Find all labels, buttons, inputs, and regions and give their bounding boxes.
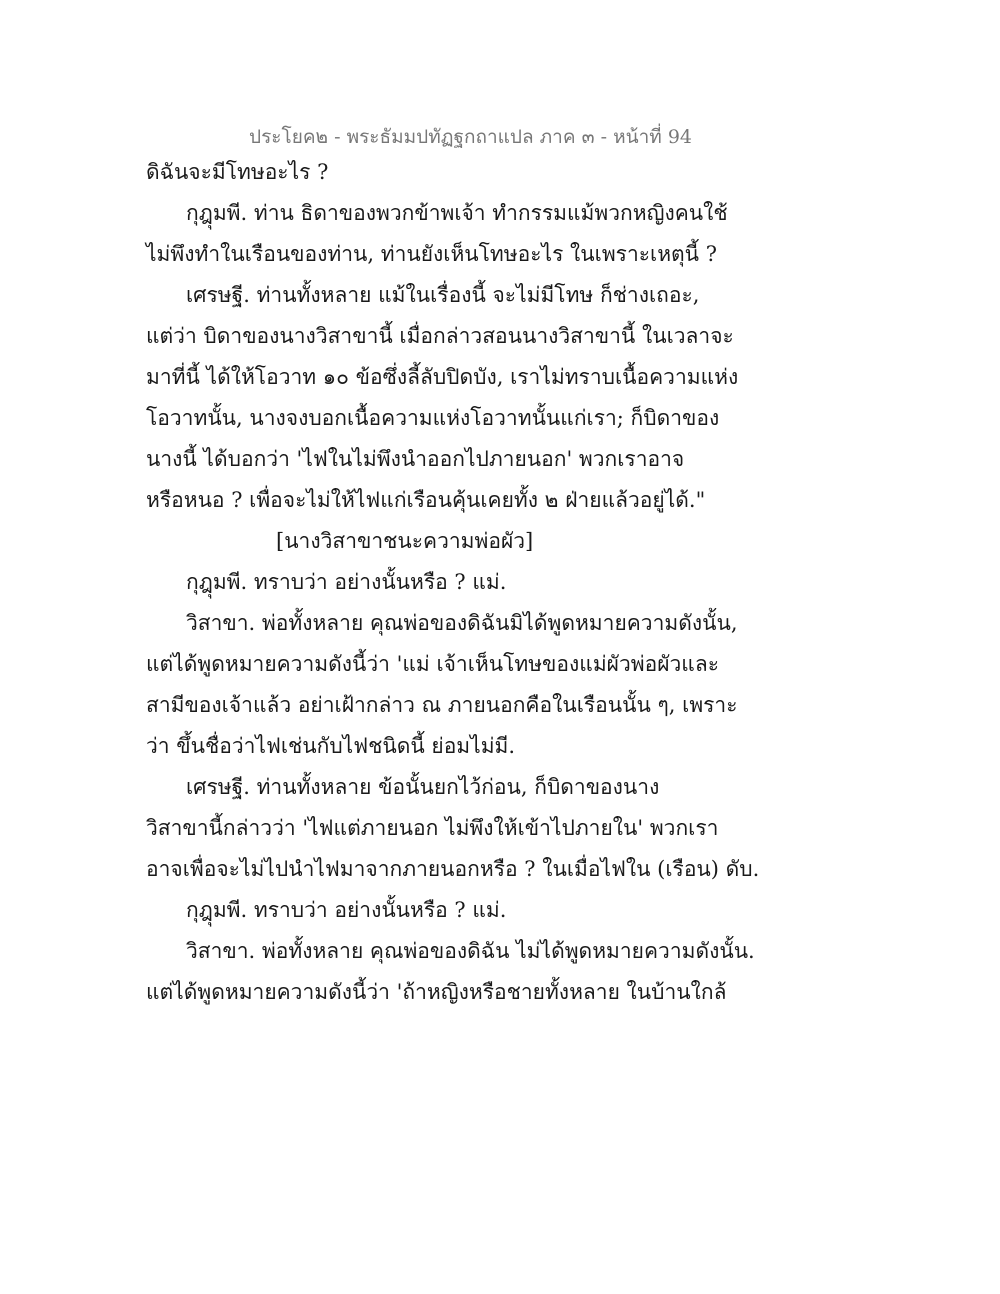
text-line: นางนี้ ได้บอกว่า 'ไฟในไม่พึงนำออกไปภายนอก' พวกเราอาจ [146,447,685,471]
text-line: กุฎุมพี. ทราบว่า อย่างนั้นหรือ ? แม่. [186,570,507,594]
text-line: กุฎุมพี. ท่าน ธิดาของพวกข้าพเจ้า ทำกรรมแม้พวกหญิงคนใช้ [186,201,728,225]
text-line: สามีของเจ้าแล้ว อย่าเฝ้ากล่าว ณ ภายนอกคือในเรือนนั้น ๆ, เพราะ [146,693,738,717]
text-line: ว่า ขึ้นชื่อว่าไฟเช่นกับไฟชนิดนี้ ย่อมไม่มี. [146,734,516,758]
text-line: หรือหนอ ? เพื่อจะไม่ให้ไฟแก่เรือนคุ้นเคยทั้ง ๒ ฝ่ายแล้วอยู่ได้." [146,488,706,512]
text-line: ไม่พึงทำในเรือนของท่าน, ท่านยังเห็นโทษอะไร ในเพราะเหตุนี้ ? [146,242,717,266]
running-header: ประโยค๒ - พระธัมมปทัฏฐกถาแปล ภาค ๓ - หน้าที่ 94 [249,126,692,148]
text-line: เศรษฐี. ท่านทั้งหลาย ข้อนั้นยกไว้ก่อน, ก็บิดาของนาง [186,775,660,799]
section-heading: [นางวิสาขาชนะความพ่อผัว] [276,529,534,553]
text-line: ดิฉันจะมีโทษอะไร ? [146,160,329,184]
text-line: โอวาทนั้น, นางจงบอกเนื้อความแห่งโอวาทนั้นแก่เรา; ก็บิดาของ [146,406,720,430]
text-line: วิสาขา. พ่อทั้งหลาย คุณพ่อของดิฉัน ไม่ได้พูดหมายความดังนั้น. [186,939,755,963]
text-line: เศรษฐี. ท่านทั้งหลาย แม้ในเรื่องนี้ จะไม่มีโทษ ก็ช่างเถอะ, [186,283,700,307]
text-line: แต่ได้พูดหมายความดังนี้ว่า 'ถ้าหญิงหรือชายทั้งหลาย ในบ้านใกล้ [146,980,727,1004]
text-line: แต่ว่า บิดาของนางวิสาขานี้ เมื่อกล่าวสอนนางวิสาขานี้ ในเวลาจะ [146,324,734,348]
text-line: อาจเพื่อจะไม่ไปนำไฟมาจากภายนอกหรือ ? ในเมื่อไฟใน (เรือน) ดับ. [146,857,760,881]
body-text [146,152,760,1013]
text-line: วิสาขานี้กล่าวว่า 'ไฟแต่ภายนอก ไม่พึงให้เข้าไปภายใน' พวกเรา [146,816,719,840]
text-line: กุฎุมพี. ทราบว่า อย่างนั้นหรือ ? แม่. [186,898,507,922]
text-line: วิสาขา. พ่อทั้งหลาย คุณพ่อของดิฉันมิได้พูดหมายความดังนั้น, [186,611,738,635]
text-line: แต่ได้พูดหมายความดังนี้ว่า 'แม่ เจ้าเห็นโทษของแม่ผัวพ่อผัวและ [146,652,719,676]
text-line: มาที่นี้ ได้ให้โอวาท ๑๐ ข้อซึ่งลี้ลับปิดบัง, เราไม่ทราบเนื้อความแห่ง [146,365,739,389]
